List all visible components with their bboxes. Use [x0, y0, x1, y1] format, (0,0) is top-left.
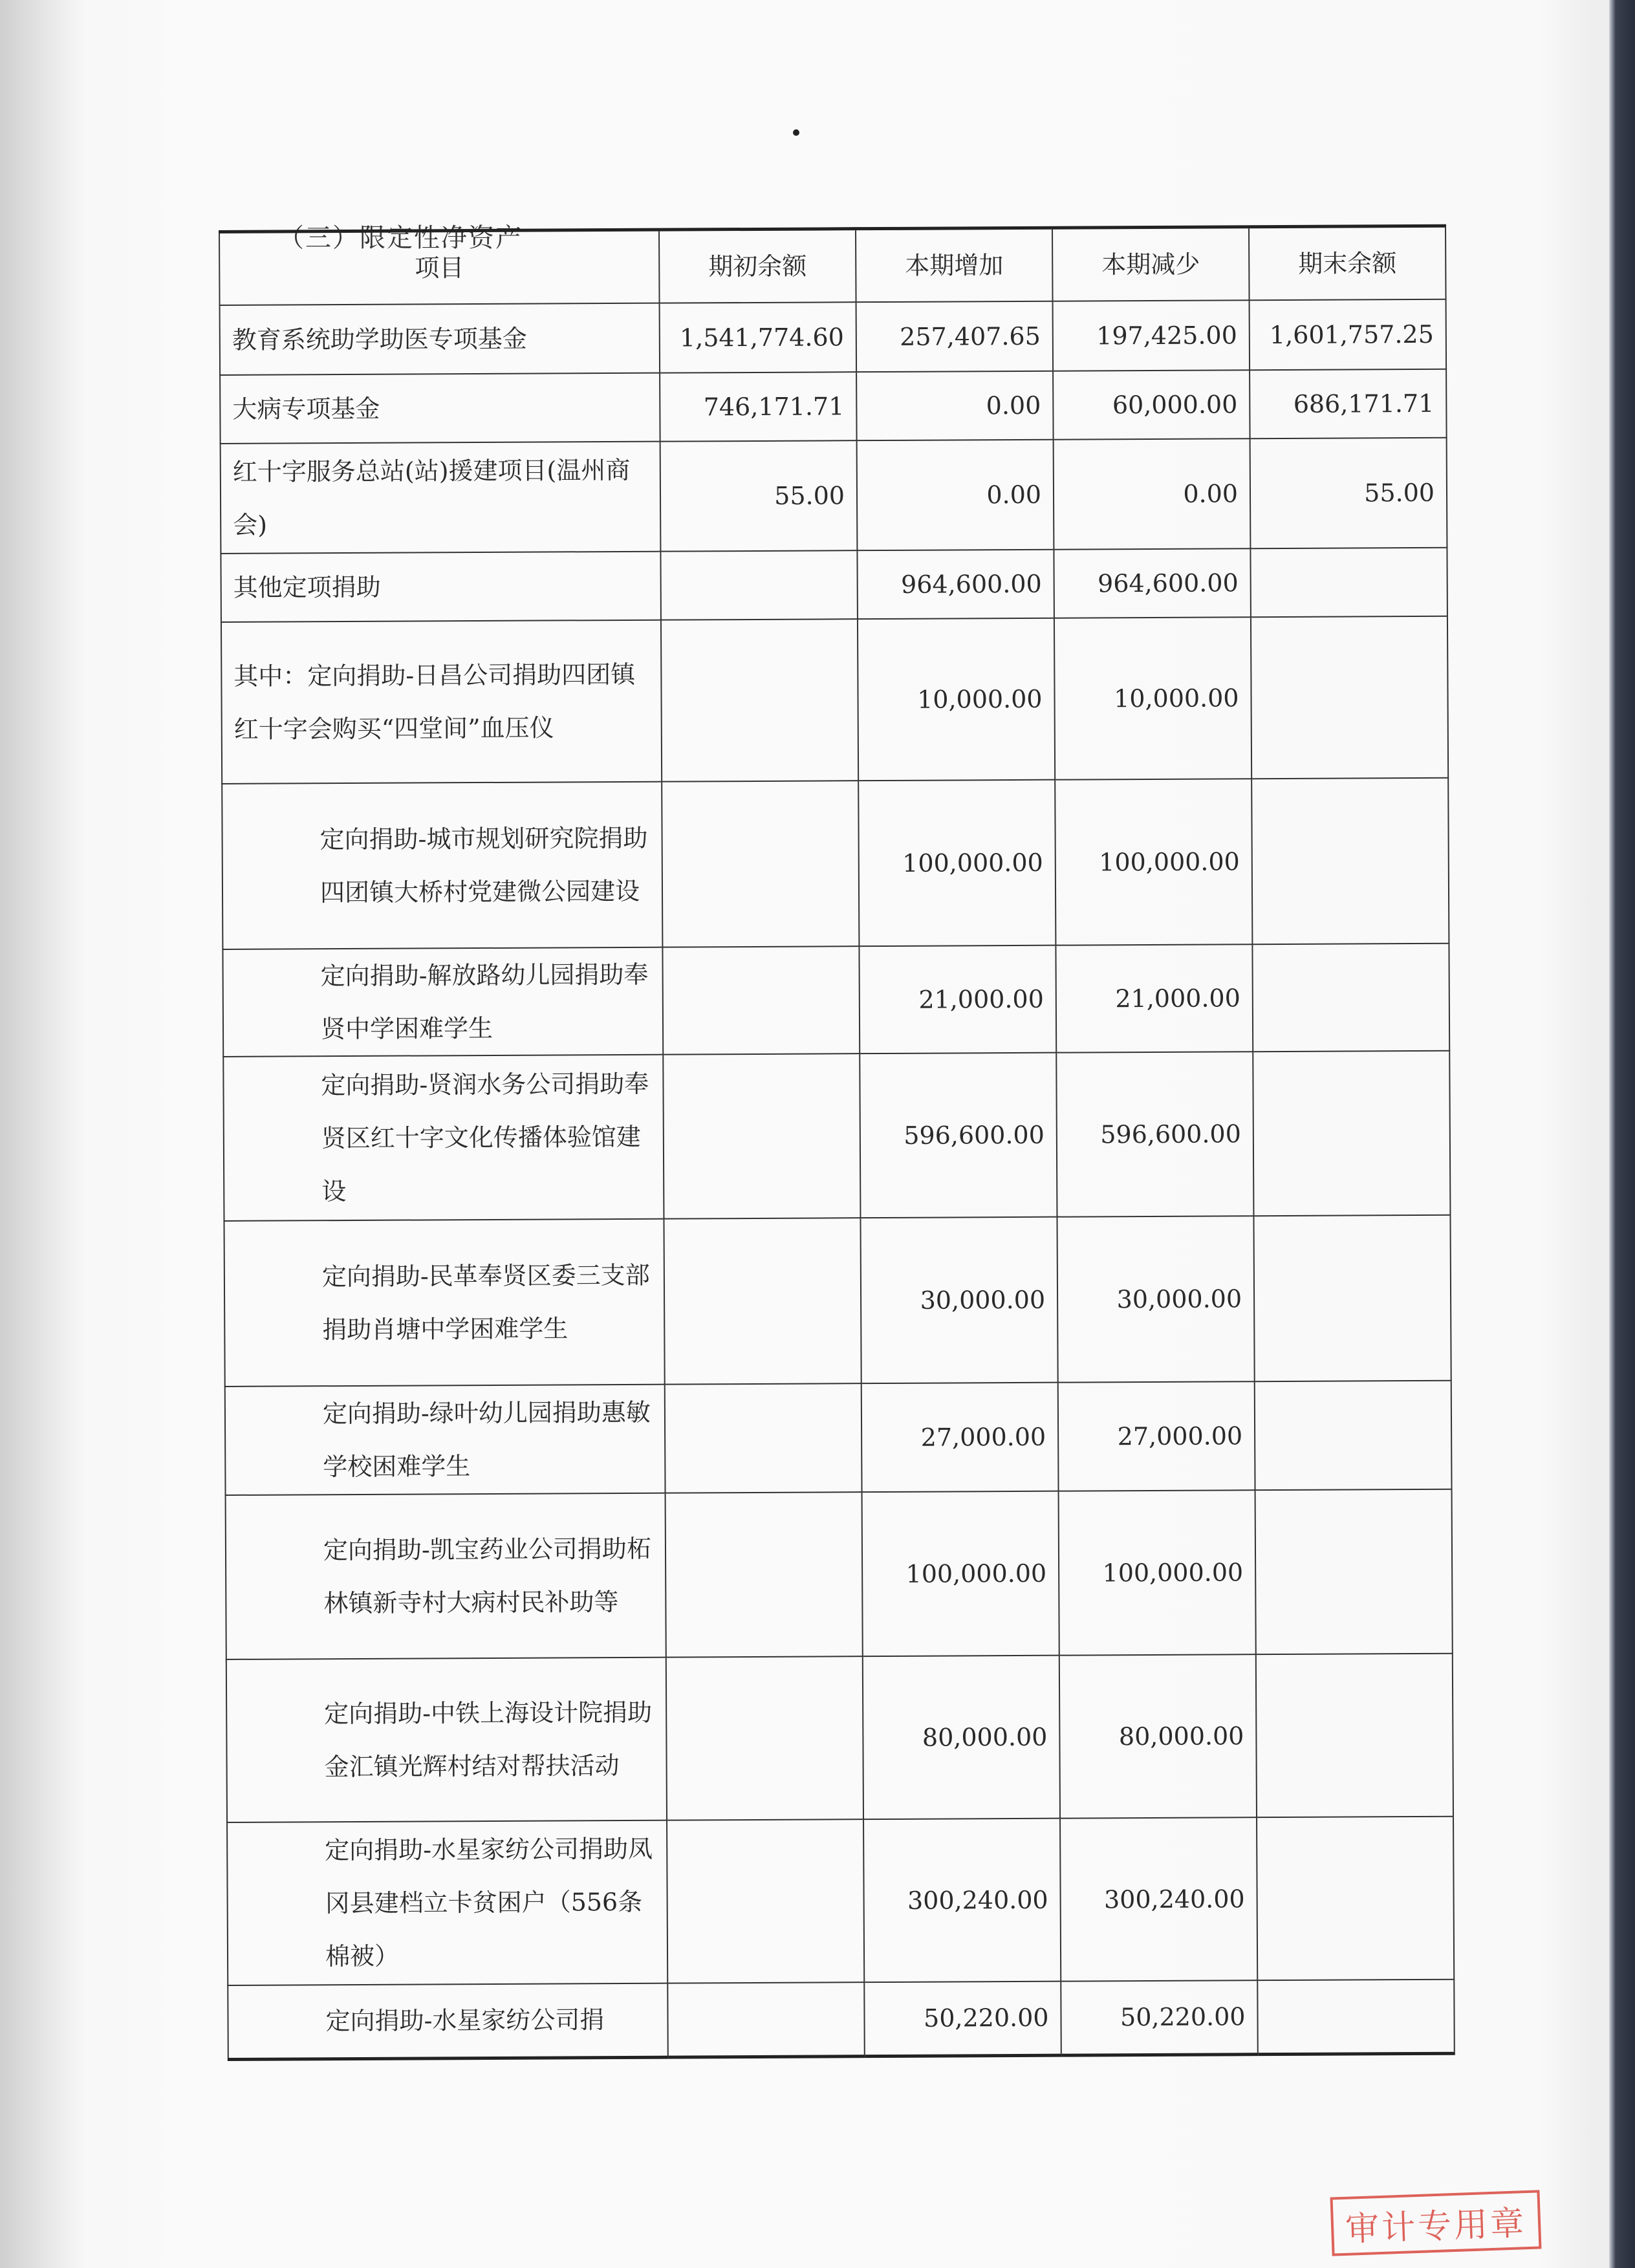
- row-opening: [664, 1218, 861, 1384]
- row-closing: [1251, 778, 1449, 944]
- row-decrease: 21,000.00: [1056, 944, 1253, 1052]
- row-item: 定向捐助-水星家纺公司捐助凤冈县建档立卡贫困户（556条棉被）: [227, 1820, 667, 1985]
- table-row: [226, 1489, 1453, 1659]
- table-header-row: [219, 226, 1446, 305]
- row-opening: 1,541,774.60: [660, 302, 857, 373]
- header-item: 项目: [219, 230, 660, 305]
- row-opening: [666, 1656, 863, 1820]
- row-closing: 55.00: [1250, 438, 1447, 548]
- table-row: [220, 369, 1446, 444]
- table-row: [228, 1980, 1455, 2059]
- row-increase: 257,407.65: [856, 301, 1054, 372]
- row-opening: [662, 946, 860, 1054]
- row-increase: 50,220.00: [864, 1982, 1061, 2056]
- row-increase: 0.00: [857, 440, 1054, 550]
- restricted-net-assets-table: [219, 224, 1455, 2061]
- row-item: 定向捐助-中铁上海设计院捐助金汇镇光辉村结对帮扶活动: [226, 1658, 667, 1822]
- row-increase: 964,600.00: [857, 550, 1054, 619]
- page-edge: [1609, 0, 1635, 2268]
- row-decrease: 60,000.00: [1053, 370, 1250, 439]
- row-decrease: 80,000.00: [1059, 1654, 1257, 1818]
- table-row: [221, 548, 1447, 622]
- row-item: 红十字服务总站(站)援建项目(温州商会): [221, 442, 661, 554]
- row-closing: [1255, 1489, 1453, 1654]
- header-closing: 期末余额: [1249, 226, 1446, 300]
- table-row: [223, 1051, 1450, 1221]
- row-opening: [660, 550, 858, 620]
- row-item: 教育系统助学助医专项基金: [220, 303, 660, 375]
- section-title: （三）限定性净资产: [278, 223, 523, 253]
- table-row: [221, 438, 1447, 554]
- row-opening: [662, 781, 859, 947]
- row-decrease: 30,000.00: [1057, 1216, 1254, 1382]
- row-item: 定向捐助-凯宝药业公司捐助柘林镇新寺村大病村民补助等: [226, 1493, 666, 1659]
- row-opening: 55.00: [660, 440, 858, 551]
- header-opening: 期初余额: [659, 229, 856, 303]
- row-decrease: 300,240.00: [1060, 1817, 1257, 1981]
- row-decrease: 50,220.00: [1061, 1980, 1258, 2055]
- row-opening: 746,171.71: [660, 372, 857, 441]
- row-decrease: 964,600.00: [1054, 548, 1251, 618]
- row-decrease: 27,000.00: [1058, 1381, 1255, 1491]
- table-row: [221, 616, 1448, 784]
- row-decrease: 100,000.00: [1055, 779, 1252, 945]
- row-item: 定向捐助-水星家纺公司捐: [228, 1983, 668, 2059]
- row-increase: 0.00: [856, 371, 1054, 440]
- row-item: 定向捐助-贤润水务公司捐助奉贤区红十字文化传播体验馆建设: [223, 1055, 664, 1221]
- row-item: 定向捐助-民革奉贤区委三支部捐助肖塘中学困难学生: [224, 1219, 664, 1387]
- row-increase: 596,600.00: [860, 1053, 1057, 1218]
- row-increase: 100,000.00: [858, 780, 1056, 946]
- row-closing: [1256, 1654, 1453, 1817]
- audit-seal-stamp: 审计专用章: [1330, 2190, 1542, 2256]
- row-increase: 27,000.00: [861, 1383, 1059, 1492]
- header-increase: 本期增加: [856, 228, 1053, 302]
- row-decrease: 596,600.00: [1056, 1052, 1253, 1216]
- table-row: [224, 1215, 1451, 1387]
- header-decrease: 本期减少: [1052, 227, 1250, 301]
- row-closing: 686,171.71: [1250, 369, 1447, 438]
- row-closing: [1252, 944, 1449, 1052]
- row-opening: [667, 1982, 865, 2057]
- table-row: [222, 778, 1449, 949]
- ink-dot: [793, 129, 799, 136]
- binding-shadow: [0, 0, 84, 2268]
- row-closing: [1257, 1980, 1455, 2054]
- row-closing: [1255, 1381, 1452, 1490]
- row-item: 定向捐助-绿叶幼儿园捐助惠敏学校困难学生: [225, 1385, 666, 1495]
- row-decrease: 0.00: [1054, 438, 1251, 549]
- row-item: 其他定项捐助: [221, 552, 661, 622]
- row-opening: [663, 1053, 860, 1218]
- row-item: 大病专项基金: [220, 373, 660, 444]
- row-closing: [1250, 548, 1447, 617]
- row-decrease: 197,425.00: [1053, 300, 1250, 371]
- row-increase: 30,000.00: [860, 1217, 1057, 1383]
- row-closing: [1253, 1215, 1451, 1381]
- row-increase: 21,000.00: [859, 945, 1056, 1053]
- table-row: [222, 944, 1449, 1057]
- row-closing: [1251, 616, 1448, 779]
- row-opening: [666, 1492, 863, 1657]
- row-opening: [667, 1819, 864, 1983]
- row-decrease: 10,000.00: [1054, 617, 1251, 779]
- row-item: 定向捐助-城市规划研究院捐助四团镇大桥村党建微公园建设: [222, 782, 662, 949]
- table-row: [227, 1817, 1454, 1985]
- row-increase: 80,000.00: [863, 1656, 1060, 1819]
- row-increase: 300,240.00: [863, 1819, 1061, 1982]
- row-opening: [661, 619, 858, 781]
- row-item: 其中：定向捐助-日昌公司捐助四团镇红十字会购买“四堂间”血压仪: [221, 620, 662, 784]
- table-row: [225, 1381, 1452, 1495]
- row-opening: [665, 1383, 862, 1493]
- row-decrease: 100,000.00: [1059, 1490, 1256, 1655]
- row-increase: 100,000.00: [862, 1491, 1059, 1656]
- table-row: [226, 1654, 1453, 1822]
- row-closing: 1,601,757.25: [1250, 299, 1447, 370]
- row-closing: [1257, 1817, 1454, 1980]
- table-row: [220, 299, 1447, 375]
- row-item: 定向捐助-解放路幼儿园捐助奉贤中学困难学生: [222, 947, 663, 1057]
- row-increase: 10,000.00: [858, 618, 1055, 781]
- row-closing: [1253, 1051, 1450, 1216]
